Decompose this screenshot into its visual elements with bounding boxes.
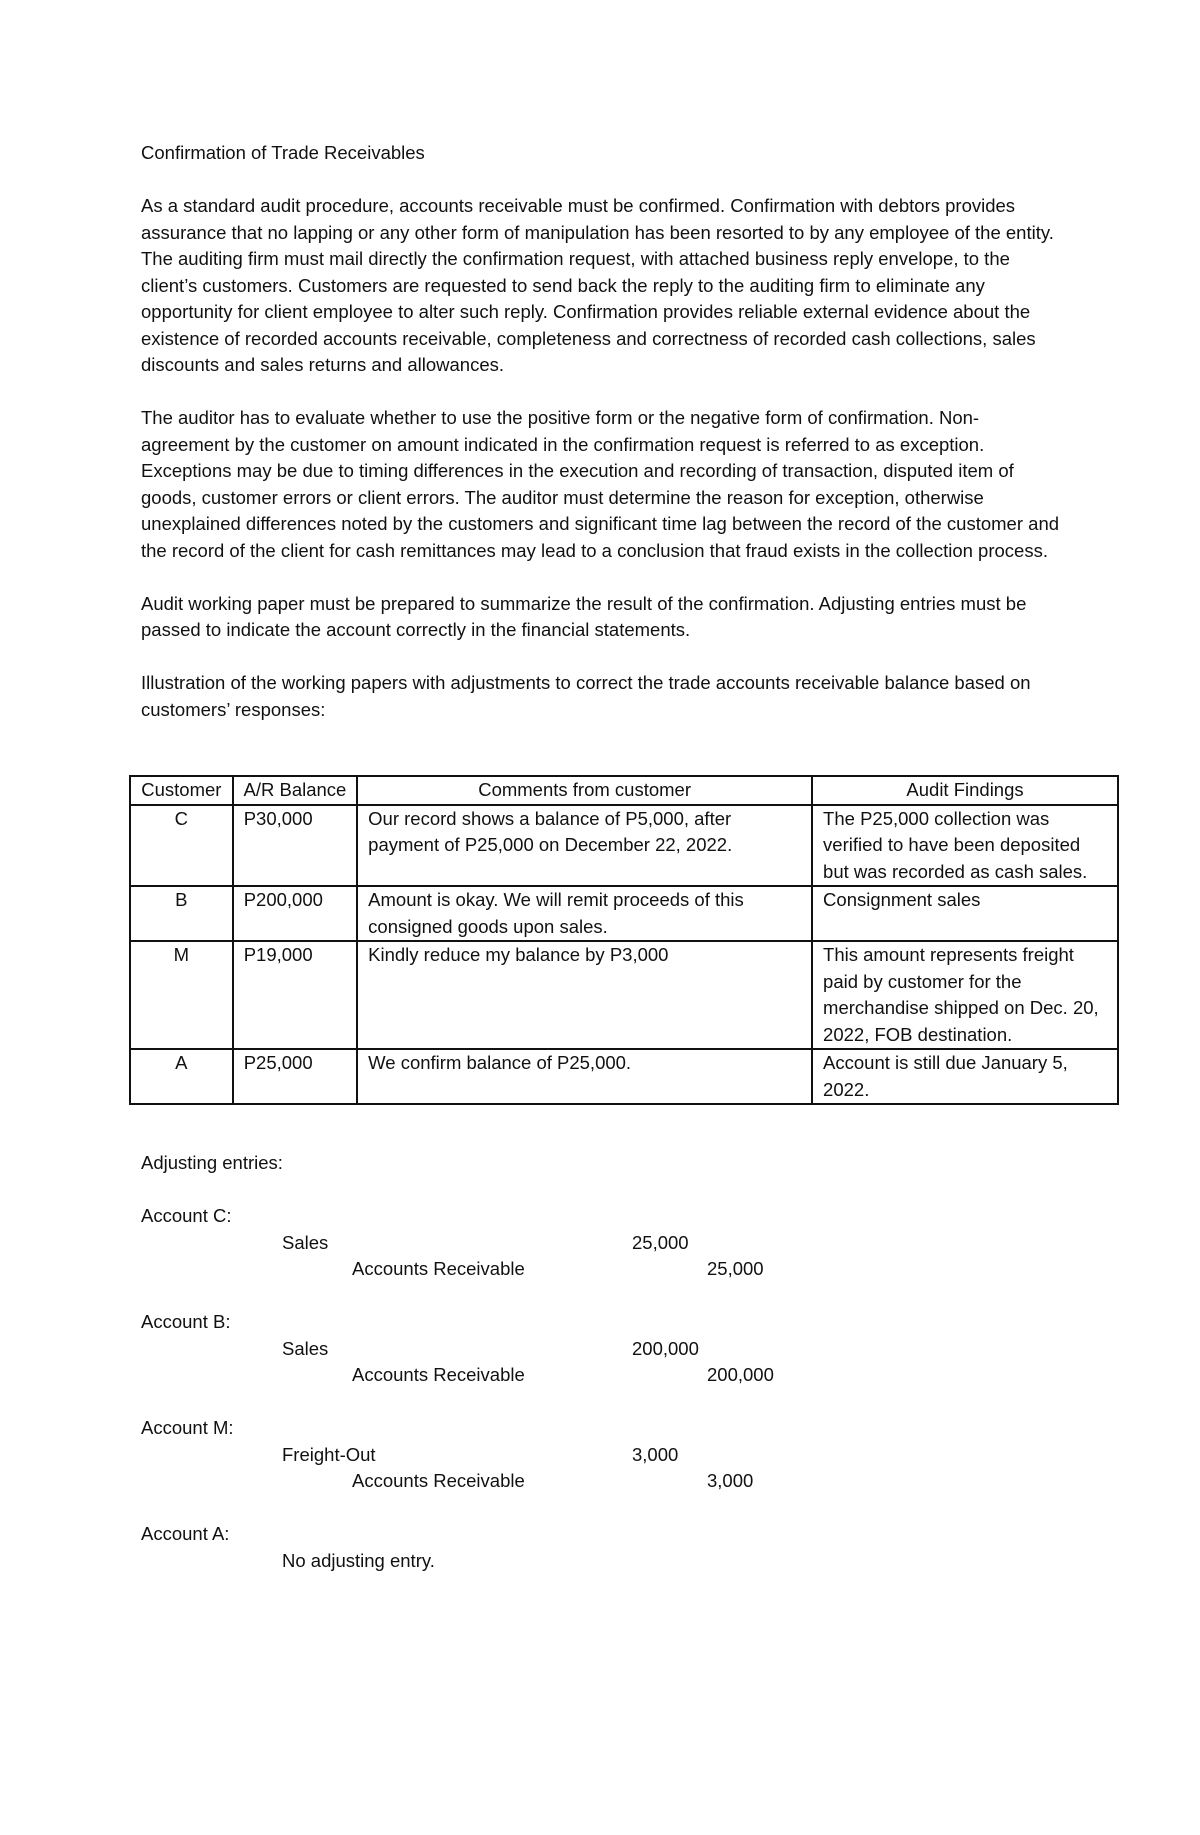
document-title: Confirmation of Trade Receivables <box>141 142 425 163</box>
credit-amount: 25,000 <box>707 1258 764 1279</box>
header-ar-balance: A/R Balance <box>233 776 357 805</box>
cell-customer: M <box>130 941 233 1049</box>
cell-balance: P19,000 <box>233 941 357 1049</box>
cell-finding: Consignment sales <box>812 886 1118 941</box>
account-label: Account A: <box>141 1523 230 1544</box>
credit-amount: 3,000 <box>707 1470 754 1491</box>
cell-customer: B <box>130 886 233 941</box>
cell-finding: Account is still due January 5, 2022. <box>812 1049 1118 1104</box>
credit-amount: 200,000 <box>707 1364 774 1385</box>
debit-amount: 25,000 <box>632 1231 689 1253</box>
cell-balance: P30,000 <box>233 805 357 887</box>
account-label: Account M: <box>141 1417 234 1438</box>
debit-account: Sales <box>282 1337 329 1359</box>
header-audit-findings: Audit Findings <box>812 776 1118 805</box>
header-customer: Customer <box>130 776 233 805</box>
table-row <box>130 805 1118 887</box>
entry-account-a <box>141 1521 1061 1574</box>
table-header-row <box>130 776 1118 805</box>
debit-amount: 200,000 <box>632 1337 699 1359</box>
cell-balance: P25,000 <box>233 1049 357 1104</box>
entry-account-c <box>141 1203 1061 1283</box>
cell-balance: P200,000 <box>233 886 357 941</box>
account-label: Account B: <box>141 1311 231 1332</box>
credit-account: Accounts Receivable <box>352 1364 525 1385</box>
table-row <box>130 1049 1118 1104</box>
paragraph-4: Illustration of the working papers with adjustments to correct the trade accounts receivable balance based on customers’ responses: <box>141 672 1031 720</box>
cell-customer: A <box>130 1049 233 1104</box>
paragraph-2: The auditor has to evaluate whether to use the positive form or the negative form of confirmation. Non-agreement by the customer on amount indicated in the confirmation request is referred to as exception. Exceptions may be due to timing differences in the execution and recording of transaction, disputed item of goods, customer errors or client errors. The auditor must determine the reason for exception, otherwise unexplained differences noted by the customers and significant time lag between the record of the customer and the record of the client for cash remittances may lead to a conclusion that fraud exists in the collection process. <box>141 407 1060 561</box>
debit-account: Sales <box>282 1231 329 1253</box>
adjusting-heading: Adjusting entries: <box>141 1152 283 1173</box>
header-comments: Comments from customer <box>357 776 812 805</box>
entry-account-m <box>141 1415 1061 1495</box>
entry-account-b <box>141 1309 1061 1389</box>
credit-account: Accounts Receivable <box>352 1470 525 1491</box>
credit-account: Accounts Receivable <box>352 1258 525 1279</box>
cell-finding: The P25,000 collection was verified to have been deposited but was recorded as cash sales. <box>812 805 1118 887</box>
cell-finding: This amount represents freight paid by customer for the merchandise shipped on Dec. 20, 2022, FOB destination. <box>812 941 1118 1049</box>
cell-comment: Kindly reduce my balance by P3,000 <box>357 941 812 1049</box>
paragraph-1: As a standard audit procedure, accounts receivable must be confirmed. Confirmation with debtors provides assurance that no lapping or any other form of manipulation has been resorted to by any employee of the entity. The auditing firm must mail directly the confirmation request, with attached business reply envelope, to the client’s customers. Customers are requested to send back the reply to the auditing firm to eliminate any opportunity for client employee to alter such reply. Confirmation provides reliable external evidence about the existence of recorded accounts receivable, completeness and correctness of recorded cash collections, sales discounts and sales returns and allowances. <box>141 195 1054 375</box>
debit-amount: 3,000 <box>632 1443 679 1465</box>
cell-comment: We confirm balance of P25,000. <box>357 1049 812 1104</box>
no-entry-note: No adjusting entry. <box>282 1549 435 1571</box>
cell-comment: Our record shows a balance of P5,000, after payment of P25,000 on December 22, 2022. <box>357 805 812 887</box>
adjusting-entries-section <box>141 1150 1061 1574</box>
table-row <box>130 941 1118 1049</box>
body-text <box>141 140 1061 750</box>
debit-account: Freight-Out <box>282 1443 376 1465</box>
working-paper-table <box>129 775 1119 1105</box>
account-label: Account C: <box>141 1205 232 1226</box>
paragraph-3: Audit working paper must be prepared to summarize the result of the confirmation. Adjusting entries must be passed to indicate the account correctly in the financial statements. <box>141 592 1027 640</box>
table-row <box>130 886 1118 941</box>
cell-customer: C <box>130 805 233 887</box>
cell-comment: Amount is okay. We will remit proceeds of this consigned goods upon sales. <box>357 886 812 941</box>
